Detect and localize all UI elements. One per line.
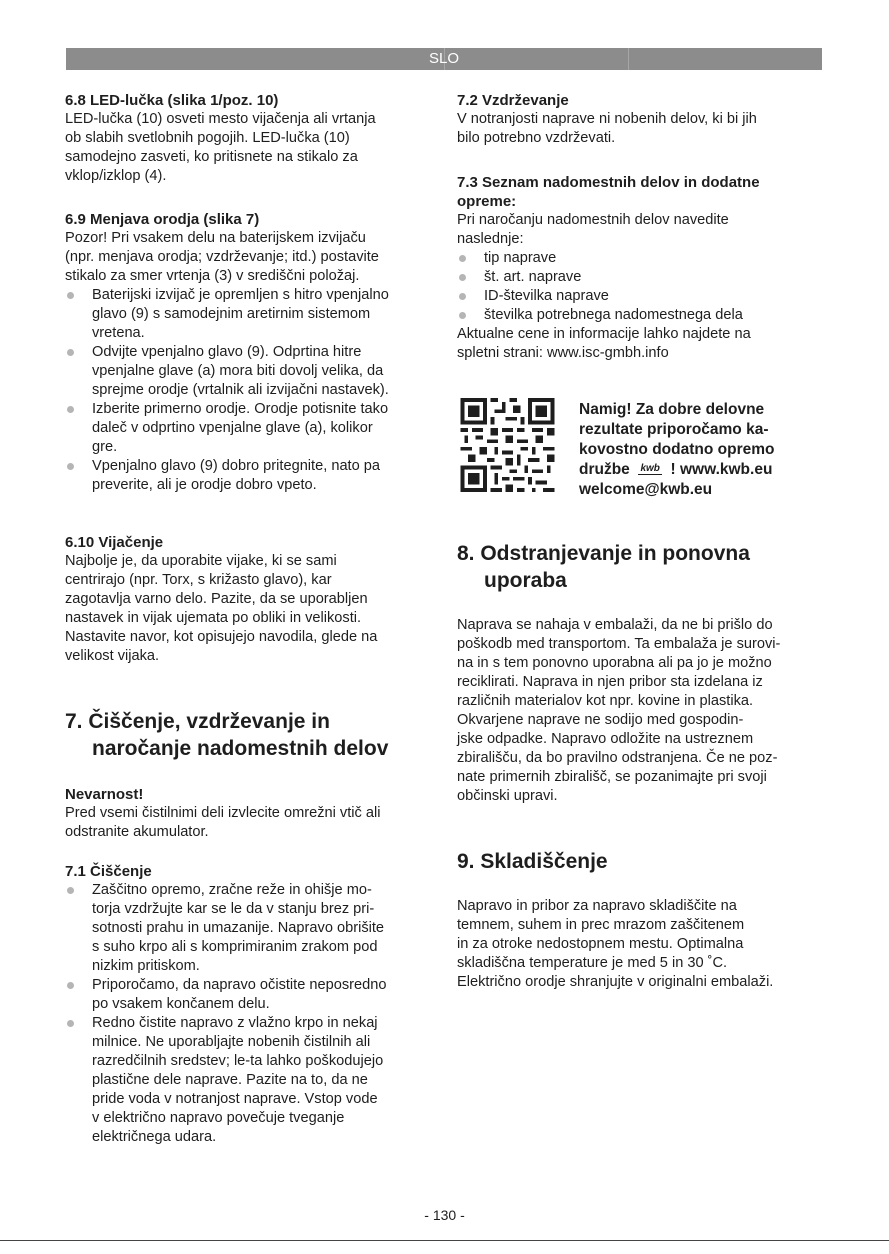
- list-item: [457, 287, 832, 306]
- language-header-bar: [66, 48, 822, 70]
- bullet-icon: [459, 274, 466, 281]
- section-heading: 6.8 LED-lučka (slika 1/poz. 10): [65, 92, 279, 109]
- paragraph-line: Okvarjene naprave ne sodijo med gospodin-: [457, 712, 744, 728]
- language-code: SLO: [428, 50, 459, 67]
- chapter-title-line: 7. Čiščenje, vzdrževanje in: [65, 710, 330, 733]
- list-item-line: glavo (9) s samodejnim aretirnim sistemom: [92, 306, 371, 322]
- list-item-line: pride voda v notranjost naprave. Vstop vode: [92, 1091, 378, 1107]
- section-7-2: [457, 91, 832, 148]
- list-item-line: Redno čistite napravo z vlažno krpo in nekaj: [92, 1015, 378, 1031]
- paragraph-line: odstranite akumulator.: [65, 824, 209, 840]
- section-9-title: [457, 848, 832, 875]
- bullet-icon: [459, 312, 466, 319]
- paragraph-line: in za otroke nedostopnem mestu. Optimalna: [457, 936, 744, 952]
- kwb-tip-block: [457, 398, 832, 498]
- section-8-body: [457, 616, 832, 806]
- list-item-line: Odvijte vpenjalno glavo (9). Odprtina hitre: [92, 344, 362, 360]
- kwb-logo: kwb: [640, 463, 660, 474]
- section-7-3: [457, 173, 832, 363]
- section-9-body: [457, 897, 832, 992]
- paragraph-line: Nastavite navor, kot opisujejo navodila, glede na: [65, 629, 378, 645]
- list-item-line: Baterijski izvijač je opremljen s hitro vpenjalno: [92, 287, 389, 303]
- paragraph-line: stikalo za smer vrtenja (3) v središčni položaj.: [65, 268, 360, 284]
- paragraph-line: centrirajo (npr. Torx, s križasto glavo), kar: [65, 572, 332, 588]
- list-item-line: torja vzdržujte kar se le da v stanju brez pri-: [92, 901, 375, 917]
- paragraph-line: naslednje:: [457, 231, 524, 247]
- paragraph-line: ob slabih svetlobnih pogojih. LED-lučka (10): [65, 130, 350, 146]
- paragraph-line: spletni strani: www.isc-gmbh.info: [457, 345, 669, 361]
- section-heading-line: opreme:: [457, 193, 517, 210]
- paragraph-line: (npr. menjava orodja; vzdrževanje; itd.) postavite: [65, 249, 379, 265]
- bottom-divider: [0, 1240, 889, 1241]
- chapter-title-line: naročanje nadomestnih delov: [92, 737, 389, 760]
- list-item-line: električnega udara.: [92, 1129, 217, 1145]
- list-item-line: preverite, ali je orodje dobro vpeto.: [92, 477, 317, 493]
- paragraph-line: zbirališču, da bo pravilno odstranjena. Če ne poz-: [457, 750, 778, 766]
- list-item: [457, 249, 832, 268]
- list-item: [65, 1014, 440, 1147]
- paragraph-line: Aktualne cene in informacije lahko najdete na: [457, 326, 751, 342]
- bullet-icon: [459, 293, 466, 300]
- section-heading: 7.1 Čiščenje: [65, 863, 152, 880]
- bullet-icon: [67, 406, 74, 413]
- list-item-line: milnice. Ne uporabljajte nobenih čistilnih ali: [92, 1034, 371, 1050]
- bullet-icon: [67, 982, 74, 989]
- paragraph-line: Električno orodje shranjujte v originalni embalaži.: [457, 974, 774, 990]
- list-item-line: v električno napravo povečuje tveganje: [92, 1110, 345, 1126]
- paragraph-line: bilo potrebno vzdrževati.: [457, 130, 616, 146]
- section-heading: [457, 173, 832, 211]
- paragraph-line: skladiščna temperature je med 5 in 30 ˚C.: [457, 955, 728, 971]
- list-item-line: razredčilnih sredstev; le-ta lahko poškodujejo: [92, 1053, 384, 1069]
- warning-block: [65, 785, 440, 842]
- chapter-title: 9. Skladiščenje: [457, 850, 608, 873]
- list-item-line: vpenjalne glave (a) mora biti dovolj velika, da: [92, 363, 384, 379]
- paragraph-line: nate primernih zbirališč, se pozanimajte pri svoji: [457, 769, 767, 785]
- bullet-icon: [67, 349, 74, 356]
- kwb-tip-line: rezultate priporočamo ka-: [579, 421, 769, 438]
- warning-heading: Nevarnost!: [65, 786, 144, 803]
- list-item: [457, 268, 832, 287]
- paragraph-line: zagotavlja varno delo. Pazite, da se uporabljen: [65, 591, 368, 607]
- kwb-tip-line: kovostno dodatno opremo: [579, 441, 775, 458]
- chapter-title: [65, 708, 440, 762]
- section-heading: 6.10 Vijačenje: [65, 534, 164, 551]
- qr-code-icon: [457, 398, 558, 492]
- chapter-title-line: uporaba: [484, 569, 567, 592]
- paragraph-line: samodejno zasveti, ko pritisnete na stikalo za: [65, 149, 358, 165]
- list-item-line: plastične dele naprave. Pazite na to, da ne: [92, 1072, 368, 1088]
- list-item-line: daleč v odprtino vpenjalne glave (a), kolikor: [92, 420, 373, 436]
- section-heading: 7.2 Vzdrževanje: [457, 92, 569, 109]
- list-item: [457, 306, 832, 325]
- paragraph-line: Pred vsemi čistilnimi deli izvlecite omrežni vtič ali: [65, 805, 381, 821]
- paragraph-line: občinski upravi.: [457, 788, 558, 804]
- bullet-icon: [67, 887, 74, 894]
- list-item-line: Zaščitno opremo, zračne reže in ohišje mo-: [92, 882, 372, 898]
- list-item-line: št. art. naprave: [484, 269, 582, 285]
- list-item-line: ID-številka naprave: [484, 288, 609, 304]
- bullet-icon: [67, 1020, 74, 1027]
- list-item: [65, 881, 440, 976]
- paragraph-line: velikost vijaka.: [65, 648, 160, 664]
- section-6-8: [65, 91, 440, 186]
- paragraph-line: na in s tem ponovno uporabna ali pa jo je možno: [457, 655, 772, 671]
- paragraph-line: vklop/izklop (4).: [65, 168, 167, 184]
- kwb-tip-line: [579, 460, 839, 480]
- paragraph-line: reciklirati. Naprava in njen pribor sta izdelana iz: [457, 674, 763, 690]
- list-item-line: sotnosti prahu in umazanije. Napravo obrišite: [92, 920, 385, 936]
- list-item-line: nizkim pritiskom.: [92, 958, 200, 974]
- paragraph-line: različnih materialov kot npr. kovine in plastika.: [457, 693, 754, 709]
- paragraph-line: temnem, suhem in prec mrazom zaščitenem: [457, 917, 745, 933]
- kwb-email: welcome@kwb.eu: [579, 481, 713, 498]
- kwb-website: ! www.kwb.eu: [670, 461, 773, 478]
- section-heading: 6.9 Menjava orodja (slika 7): [65, 211, 260, 228]
- section-8-title: [457, 540, 832, 594]
- paragraph-line: LED-lučka (10) osveti mesto vijačenja ali vrtanja: [65, 111, 376, 127]
- bullet-icon: [67, 463, 74, 470]
- paragraph-line: Naprava se nahaja v embalaži, da ne bi prišlo do: [457, 617, 773, 633]
- list-item-line: številka potrebnega nadomestnega dela: [484, 307, 743, 323]
- list-item-line: Priporočamo, da napravo očistite neposredno: [92, 977, 387, 993]
- list-item-line: gre.: [92, 439, 118, 455]
- chapter-title-line: 8. Odstranjevanje in ponovna: [457, 542, 750, 565]
- bullet-icon: [459, 255, 466, 262]
- list-item-line: Izberite primerno orodje. Orodje potisnite tako: [92, 401, 389, 417]
- kwb-tip-text: [579, 400, 839, 500]
- list-item: [65, 343, 440, 400]
- bullet-list: [65, 286, 440, 495]
- paragraph-line: poškodb med transportom. Ta embalaža je surovi-: [457, 636, 781, 652]
- list-item: [65, 976, 440, 1014]
- paragraph-line: Najbolje je, da uporabite vijake, ki se sami: [65, 553, 337, 569]
- paragraph-line: jske odpadke. Napravo odložite na ustreznem: [457, 731, 754, 747]
- bullet-list: [65, 881, 440, 1147]
- paragraph-line: Napravo in pribor za napravo skladiščite na: [457, 898, 737, 914]
- list-item-line: s suho krpo ali s komprimiranim zrakom pod: [92, 939, 378, 955]
- list-item: [65, 457, 440, 495]
- paragraph-line: Pri naročanju nadomestnih delov navedite: [457, 212, 729, 228]
- list-item-line: sprejme orodje (vrtalnik ali izvijačni nastavek).: [92, 382, 389, 398]
- list-item-line: po vsakem končanem delu.: [92, 996, 270, 1012]
- list-item-line: vretena.: [92, 325, 145, 341]
- kwb-tip-prefix: družbe: [579, 461, 630, 478]
- paragraph-line: nastavek in vijak ujemata po obliki in velikosti.: [65, 610, 362, 626]
- bullet-icon: [67, 292, 74, 299]
- chapter-title: [457, 540, 832, 594]
- list-item-line: tip naprave: [484, 250, 557, 266]
- paragraph-line: Pozor! Pri vsakem delu na baterijskem izvijaču: [65, 230, 366, 246]
- page-number: - 130 -: [424, 1207, 465, 1223]
- section-heading-line: 7.3 Seznam nadomestnih delov in dodatne: [457, 174, 760, 191]
- section-7-title: [65, 708, 440, 762]
- paragraph-line: V notranjosti naprave ni nobenih delov, ki bi jih: [457, 111, 757, 127]
- list-item: [65, 286, 440, 343]
- kwb-tip-line: Namig! Za dobre delovne: [579, 401, 765, 418]
- section-7-1: [65, 862, 440, 1147]
- section-6-10: [65, 533, 440, 666]
- list-item-line: Vpenjalno glavo (9) dobro pritegnite, nato pa: [92, 458, 381, 474]
- bullet-list: [457, 249, 832, 325]
- list-item: [65, 400, 440, 457]
- section-6-9: [65, 210, 440, 495]
